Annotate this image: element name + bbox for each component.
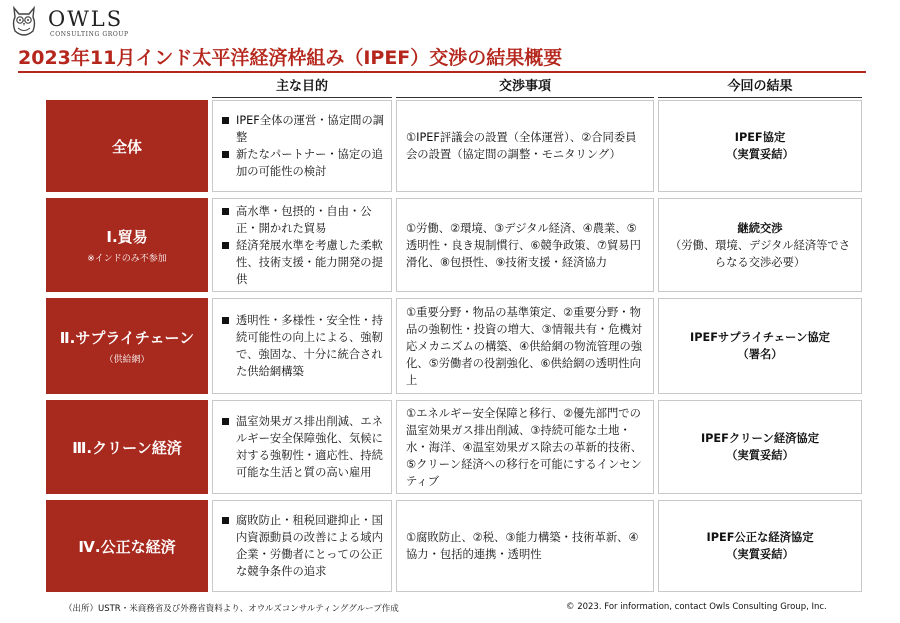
result-status: （実質妥結） [726, 548, 794, 561]
column-header-items: 交渉事項 [498, 79, 551, 94]
result-title: 継続交渉 [737, 221, 783, 235]
negotiation-items-text: ①エネルギー安全保障と移行、②優先部門での温室効果ガス排出削減、③持続可能な土地・水・海洋、④温室効果ガス除去の革新的技術、⑤クリーン経済への移行を可能にするインセンティブ [406, 406, 643, 488]
row-label-text: Ⅰ.貿易 [106, 228, 148, 246]
purpose-cell [212, 298, 392, 394]
row-label-fair-economy [46, 500, 208, 592]
negotiation-items-text: ①労働、②環境、③デジタル経済、④農業、⑤透明性・良き規制慣行、⑥競争政策、⑦貿易円滑化、⑧包摂性、⑨技術支援・経済協力 [406, 221, 641, 269]
purpose-cell [212, 100, 392, 192]
result-cell [658, 298, 862, 394]
result-title: IPEFクリーン経済協定 [700, 432, 820, 445]
column-header-underline [658, 97, 862, 98]
row-label-text: Ⅲ.クリーン経済 [72, 438, 182, 457]
row-label-note: （供給網） [104, 355, 150, 365]
purpose-bullet: 温室効果ガス排出削減、エネルギー安全保障強化、気候に対する強靭性・適応性、持続可能な生活と質の高い雇用 [219, 413, 385, 481]
negotiation-items-text: ①腐敗防止、②税、③能力構築・技術革新、④協力・包括的連携・透明性 [406, 531, 639, 561]
result-status: （実質妥結） [726, 449, 794, 462]
row-label-text: Ⅳ.公正な経済 [78, 537, 176, 556]
purpose-cell [212, 198, 392, 292]
negotiation-items-cell [396, 298, 654, 394]
logo-subtitle: CONSULTING GROUP [50, 31, 129, 38]
purpose-bullet: 透明性・多様性・安全性・持続可能性の向上による、強靭で、強固な、十分に統合された供給網構築 [219, 312, 385, 380]
negotiation-items-cell [396, 400, 654, 494]
column-header-purpose: 主な目的 [275, 79, 328, 94]
purpose-bullet: 高水準・包摂的・自由・公正・開かれた貿易 [219, 203, 385, 237]
row-label-overall [46, 100, 208, 192]
purpose-bullet: 新たなパートナー・協定の追加の可能性の検討 [219, 146, 385, 180]
column-header-underline [396, 97, 654, 98]
negotiation-items-cell [396, 198, 654, 292]
result-title: IPEFサプライチェーン協定 [690, 331, 830, 344]
page-title: 2023年11月インド太平洋経済枠組み（IPEF）交渉の結果概要 [18, 47, 563, 69]
negotiation-items-text: ①重要分野・物品の基準策定、②重要分野・物品の強靭性・投資の増大、③情報共有・危機対応メカニズムの構築、④供給網の物流管理の強化、⑤労働者の役割強化、⑥供給網の透明性向上 [406, 305, 643, 387]
result-title: IPEF協定 [734, 131, 786, 144]
copyright-note: © 2023. For information, contact Owls Consulting Group, Inc. [566, 602, 827, 612]
purpose-cell [212, 400, 392, 494]
result-cell [658, 100, 862, 192]
owl-icon [10, 5, 38, 39]
result-status: （労働、環境、デジタル経済等でさらなる交渉必要） [669, 238, 851, 269]
negotiation-items-cell [396, 100, 654, 192]
title-divider [18, 71, 866, 73]
purpose-bullet: 腐敗防止・租税回避抑止・国内資源動員の改善による域内企業・労働者にとっての公正な競争条件の追求 [219, 512, 385, 580]
result-status: （実質妥結） [726, 148, 794, 161]
column-header-underline [212, 97, 392, 98]
row-label-trade [46, 198, 208, 292]
company-logo [10, 5, 140, 39]
column-header-result: 今回の結果 [727, 79, 793, 94]
negotiation-items-text: ①IPEF評議会の設置（全体運営）、②合同委員会の設置（協定間の調整・モニタリング） [406, 131, 637, 161]
result-cell [658, 400, 862, 494]
purpose-bullet: IPEF全体の運営・協定間の調整 [219, 112, 385, 146]
row-label-text: Ⅱ.サプライチェーン [59, 329, 195, 347]
result-title: IPEF公正な経済協定 [706, 531, 814, 544]
result-cell [658, 198, 862, 292]
negotiation-items-cell [396, 500, 654, 592]
result-status: （署名） [737, 348, 783, 361]
row-label-clean-economy [46, 400, 208, 494]
purpose-cell [212, 500, 392, 592]
result-cell [658, 500, 862, 592]
row-label-note: ※インドのみ不参加 [87, 254, 167, 264]
logo-wordmark: OWLS [48, 7, 124, 31]
row-label-supply-chain [46, 298, 208, 394]
source-note: （出所）USTR・米商務省及び外務省資料より、オウルズコンサルティンググループ作成 [64, 604, 399, 614]
row-label-text: 全体 [111, 137, 142, 156]
purpose-bullet: 経済発展水準を考慮した柔軟性、技術支援・能力開発の提供 [219, 237, 385, 288]
